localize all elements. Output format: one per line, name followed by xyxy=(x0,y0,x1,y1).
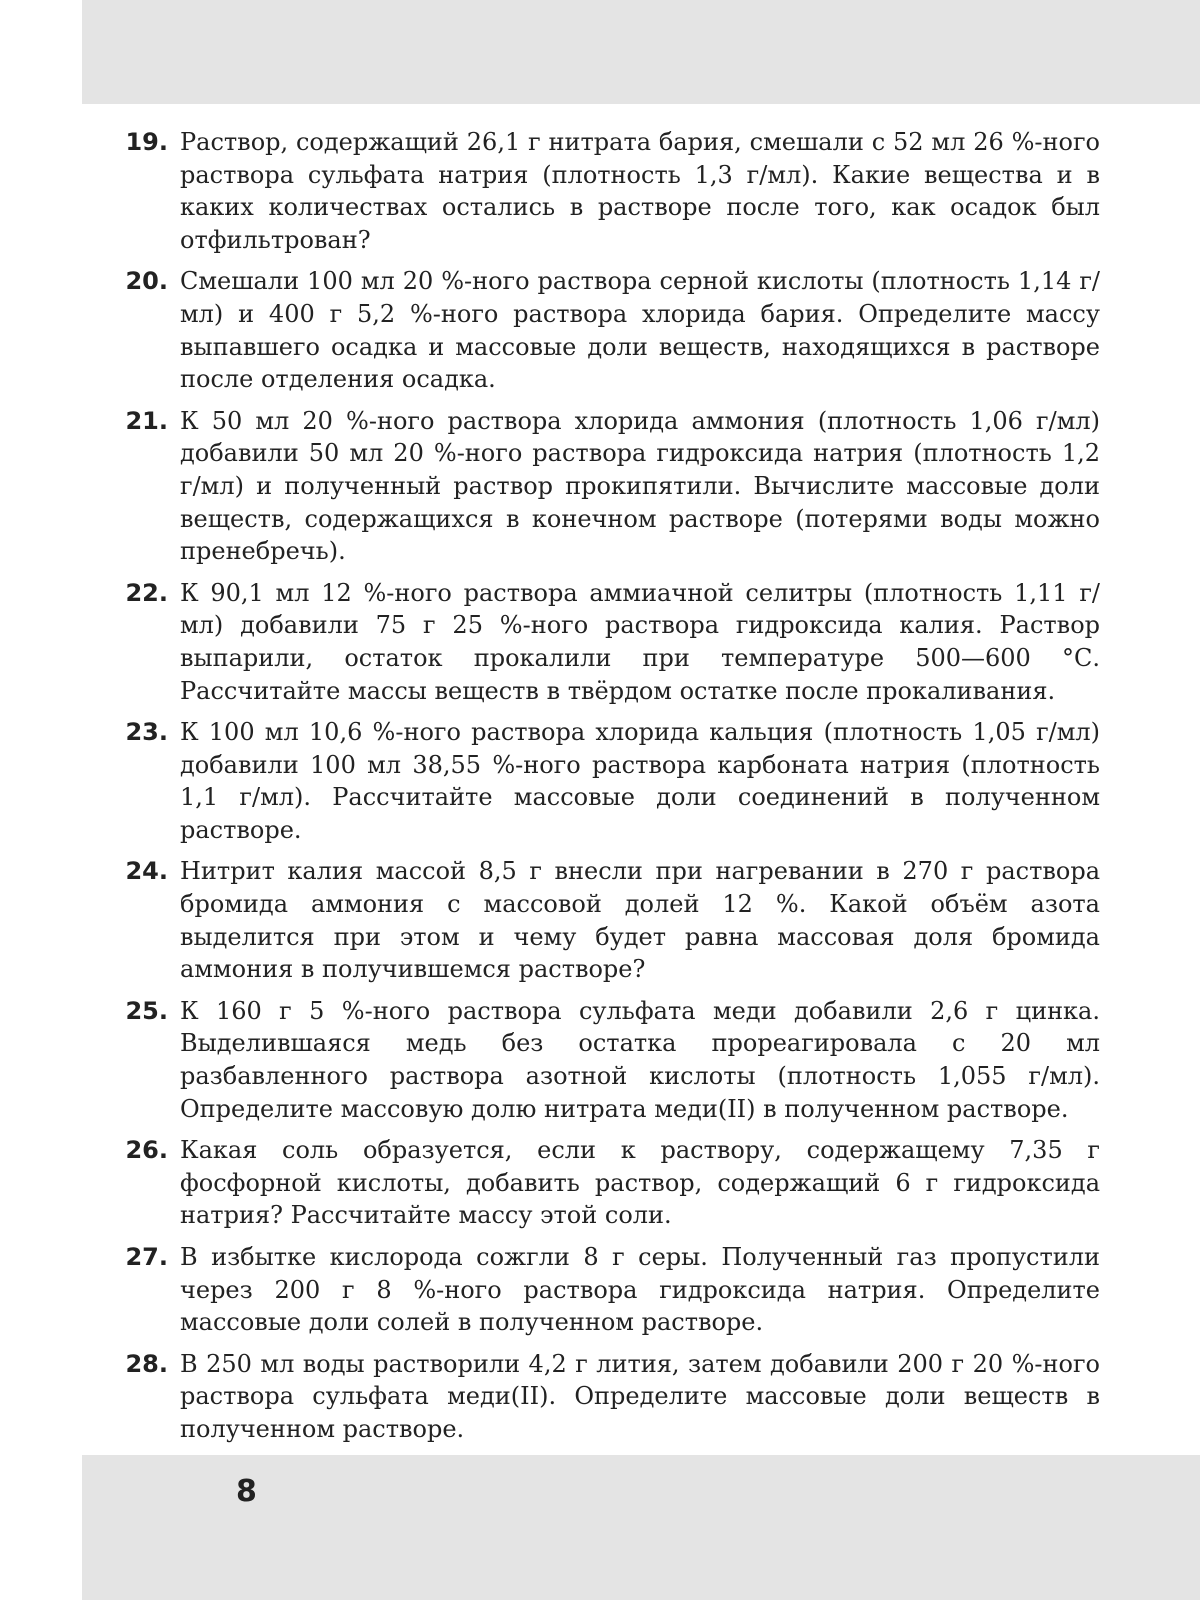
problem-text: К 100 мл 10,6 %-ного раствора хлорида кальция (плотность 1,05 г/мл) добавили 100 мл 38,55 %-ного раствора карбоната натрия (плотность 1,1 г/мл). Рассчитайте массовые доли соединений в полученном растворе. xyxy=(180,718,1100,844)
problem-text: Раствор, содержащий 26,1 г нитрата бария, смешали с 52 мл 26 %-ного раствора сульфата натрия (плотность 1,3 г/мл). Какие вещества и в каких количествах остались в растворе после того, как осадок был отфильтрован? xyxy=(180,128,1100,254)
problem-21 xyxy=(118,405,1100,568)
problem-25 xyxy=(118,995,1100,1125)
problem-text: К 90,1 мл 12 %-ного раствора аммиачной селитры (плотность 1,11 г/мл) добавили 75 г 25 %-ного раствора гидроксида калия. Раствор выпарили, остаток прокалили при температуре 500—600 °С. Рассчитайте массы веществ в твёрдом остатке после прокаливания. xyxy=(180,578,1100,705)
problem-23 xyxy=(118,716,1100,846)
problem-text: Какая соль образуется, если к раствору, содержащему 7,35 г фосфорной кислоты, добавить раствор, содержащий 6 г гидроксида натрия? Рассчитайте массу этой соли. xyxy=(180,1136,1100,1230)
problem-text: К 160 г 5 %-ного раствора сульфата меди добавили 2,6 г цинка. Выделившаяся медь без остатка прореагировала с 20 мл разбавленного раствора азотной кислоты (плотность 1,055 г/мл). Определите массовую долю нитрата меди(II) в полученном растворе. xyxy=(180,996,1100,1123)
problem-28 xyxy=(118,1348,1100,1446)
page-number: 8 xyxy=(236,1474,257,1509)
problem-number: 22. xyxy=(125,578,168,607)
problem-text: В 250 мл воды растворили 4,2 г лития, затем добавили 200 г 20 %-ного раствора сульфата меди(II). Определите массовые доли веществ в полученном растворе. xyxy=(180,1349,1100,1443)
problem-20 xyxy=(118,265,1100,395)
problem-list xyxy=(118,126,1100,1455)
problem-24 xyxy=(118,855,1100,985)
problem-text: Смешали 100 мл 20 %-ного раствора серной кислоты (плотность 1,14 г/мл) и 400 г 5,2 %-ного раствора хлорида бария. Определите массу выпавшего осадка и массовые доли веществ, находящихся в растворе после отделения осадка. xyxy=(180,267,1100,394)
problem-number: 21. xyxy=(125,406,168,435)
problem-number: 27. xyxy=(125,1243,168,1271)
problem-number: 19. xyxy=(125,128,168,156)
problem-text: Нитрит калия массой 8,5 г внесли при нагревании в 270 г раствора бромида аммония с массовой долей 12 %. Какой объём азота выделится при этом и чему будет равна массовая доля бромида аммония в получившемся растворе? xyxy=(180,857,1100,984)
problem-number: 28. xyxy=(125,1349,168,1378)
problem-number: 23. xyxy=(125,718,168,747)
problem-number: 26. xyxy=(125,1136,168,1165)
problem-number: 25. xyxy=(125,996,168,1025)
problem-22 xyxy=(118,577,1100,707)
top-margin-band xyxy=(82,0,1200,104)
problem-number: 20. xyxy=(125,267,168,296)
problem-27 xyxy=(118,1241,1100,1339)
problem-text: В избытке кислорода сожгли 8 г серы. Полученный газ пропустили через 200 г 8 %-ного раствора гидроксида натрия. Определите массовые доли солей в полученном растворе. xyxy=(180,1243,1100,1337)
problem-text: К 50 мл 20 %-ного раствора хлорида аммония (плотность 1,06 г/мл) добавили 50 мл 20 %-ного раствора гидроксида натрия (плотность 1,2 г/мл) и полученный раствор прокипятили. Вычислите массовые доли веществ, содержащихся в конечном растворе (потерями воды можно пренебречь). xyxy=(180,406,1100,566)
problem-26 xyxy=(118,1134,1100,1232)
problem-number: 24. xyxy=(125,857,168,886)
problem-19 xyxy=(118,126,1100,256)
